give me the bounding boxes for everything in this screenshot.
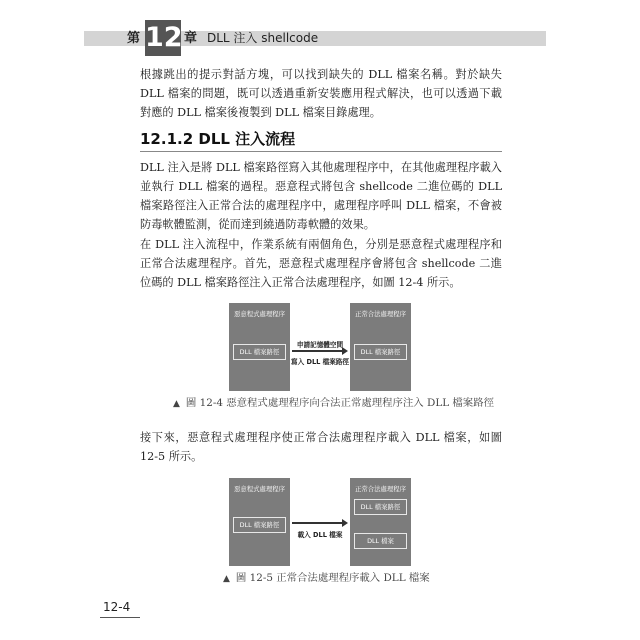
section-underline — [140, 151, 502, 152]
figure-12-4-caption-text: 圖 12-4 惡意程式處理程序向合法正常處理程序注入 DLL 檔案路徑 — [185, 397, 494, 409]
page-number-underline — [100, 617, 140, 618]
arrow-label-load: 載入 DLL 檔案 — [297, 531, 343, 539]
section-title: 12.1.2 DLL 注入流程 — [140, 130, 296, 148]
legit-process-title: 正常合法處理程序 — [354, 310, 407, 318]
arrow-label-allocate: 申請記憶體空間 — [296, 341, 344, 349]
caption-triangle-icon: ▲ — [173, 399, 180, 409]
paragraph-2: DLL 注入是將 DLL 檔案路徑寫入其他處理程序中，在其他處理程序載入並執行 DLL 檔案的過程。惡意程式將包含 shellcode 二進位碼的 DLL 檔案路徑注入正常合法的處理程序中，處理程序呼叫 DLL 檔案，不會被防毒軟體監測，從而達到繞過防毒軟體的效果。 — [140, 161, 502, 231]
chapter-prefix: 第 — [127, 31, 141, 46]
malicious-process-title-2: 惡意程式處理程序 — [233, 485, 286, 493]
paragraph-4: 接下來，惡意程式處理程序使正常合法處理程序載入 DLL 檔案，如圖 12-5 所示。 — [140, 431, 502, 463]
paragraph-1: 根據跳出的提示對話方塊，可以找到缺失的 DLL 檔案名稱。對於缺失 DLL 檔案的問題，既可以透過重新安裝應用程式解決，也可以透過下載對應的 DLL 檔案後複製到 DLL 檔案目錄處理。 — [140, 68, 502, 119]
figure-12-4-caption — [173, 396, 494, 411]
dll-path-box-2: DLL 檔案路徑 — [233, 517, 286, 533]
injected-dll-path-box: DLL 檔案路徑 — [354, 344, 407, 360]
injected-dll-path-box-2: DLL 檔案路徑 — [354, 499, 407, 515]
page-number: 12-4 — [103, 600, 131, 614]
legit-process-panel — [350, 303, 411, 391]
dll-path-box: DLL 檔案路徑 — [233, 344, 286, 360]
figure-12-5-caption-text: 圖 12-5 正常合法處理程序載入 DLL 檔案 — [235, 572, 430, 584]
arrow-right-icon-2 — [292, 522, 342, 524]
chapter-number: 12 — [145, 20, 181, 56]
arrow-right-icon — [292, 350, 342, 352]
chapter-suffix: 章 — [184, 31, 198, 46]
paragraph-3: 在 DLL 注入流程中，作業系統有兩個角色，分別是惡意程式處理程序和正常合法處理程序。首先，惡意程式處理程序會將包含 shellcode 二進位碼的 DLL 檔案路徑注入正常合法處理程序，如圖 12-4 所示。 — [140, 238, 502, 289]
caption-triangle-icon-2: ▲ — [223, 574, 230, 584]
legit-process-title-2: 正常合法處理程序 — [354, 485, 407, 493]
malicious-process-panel-2 — [229, 478, 290, 566]
figure-12-5-caption — [223, 571, 430, 586]
chapter-title: DLL 注入 shellcode — [207, 31, 319, 45]
legit-process-panel-2 — [350, 478, 411, 566]
malicious-process-panel — [229, 303, 290, 391]
arrow-label-write: 寫入 DLL 檔案路徑 — [290, 358, 350, 366]
malicious-process-title: 惡意程式處理程序 — [233, 310, 286, 318]
loaded-dll-box: DLL 檔案 — [354, 533, 407, 549]
